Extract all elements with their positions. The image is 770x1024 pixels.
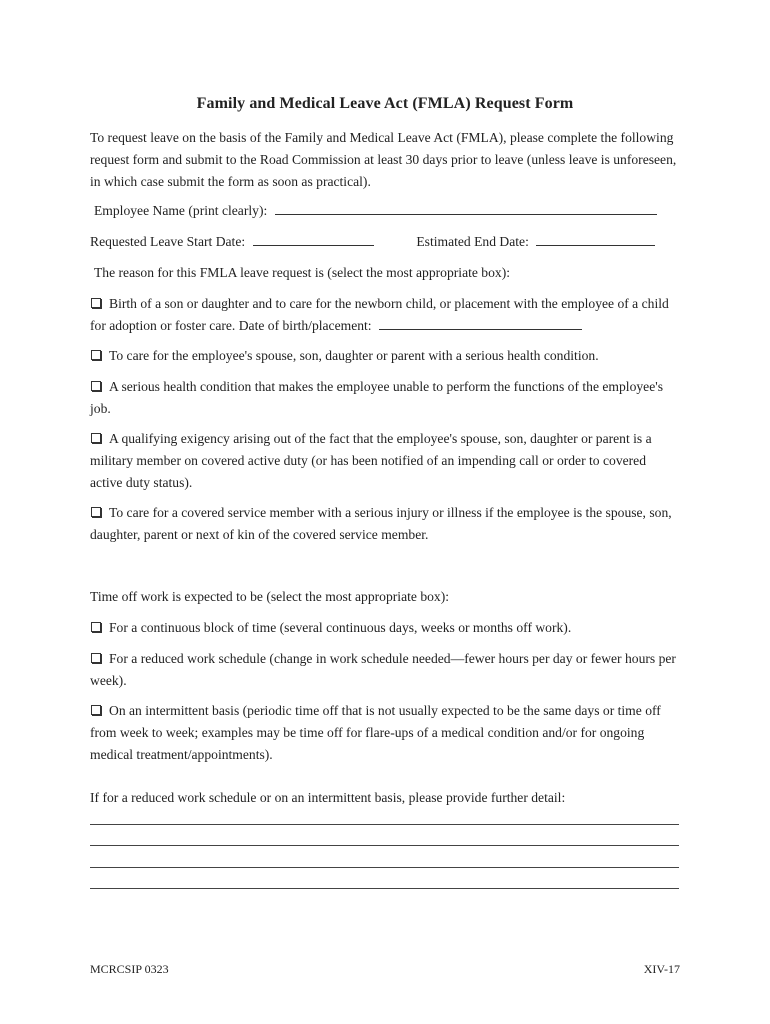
- time-off-prompt: Time off work is expected to be (select the most appropriate box):: [90, 589, 450, 604]
- time-off-reduced-checkbox[interactable]: [91, 653, 101, 663]
- intro-paragraph: To request leave on the basis of the Family and Medical Leave Act (FMLA), please complete the following request form and submit to the Road Commission at least 30 days prior to leave (unless leave is unforeseen, in which case submit the form as soon as practical).: [90, 130, 677, 189]
- reason-exigency-checkbox[interactable]: [91, 433, 101, 443]
- reason-exigency-item: [90, 428, 680, 494]
- time-off-continuous-text: For a continuous block of time (several continuous days, weeks or months off work).: [109, 620, 572, 635]
- end-date-label: Estimated End Date:: [416, 234, 529, 249]
- birth-date-field[interactable]: [379, 315, 582, 330]
- time-off-intermittent-checkbox[interactable]: [91, 705, 101, 715]
- time-off-intermittent-text: On an intermittent basis (periodic time off that is not usually expected to be the same days or time off from week to week; examples may be time off for flare-ups of a medical condition and/or for ongoing medical treatment/appointments).: [90, 703, 661, 762]
- form-page: [90, 0, 680, 1024]
- reason-family-care-checkbox[interactable]: [91, 350, 101, 360]
- time-off-continuous-item: [90, 617, 680, 639]
- time-off-reduced-item: [90, 648, 680, 692]
- detail-prompt: If for a reduced work schedule or on an intermittent basis, please provide further detail:: [90, 790, 566, 805]
- start-date-label: Requested Leave Start Date:: [90, 234, 246, 249]
- reason-service-member-text: To care for a covered service member with a serious injury or illness if the employee is the spouse, son, daughter, parent or next of kin of the covered service member.: [90, 505, 672, 542]
- reason-family-care-text: To care for the employee's spouse, son, daughter or parent with a serious health condition.: [109, 348, 599, 363]
- reason-prompt: The reason for this FMLA leave request is (select the most appropriate box):: [94, 265, 511, 280]
- detail-line-4[interactable]: [90, 888, 679, 889]
- reason-self-condition-text: A serious health condition that makes the employee unable to perform the functions of the employee's job.: [90, 379, 663, 416]
- time-off-reduced-text: For a reduced work schedule (change in work schedule needed—fewer hours per day or fewer hours per week).: [90, 651, 676, 688]
- detail-line-3[interactable]: [90, 867, 679, 868]
- reason-service-member-item: [90, 502, 680, 546]
- start-date-field[interactable]: [253, 231, 374, 246]
- reason-self-condition-checkbox[interactable]: [91, 381, 101, 391]
- reason-service-member-checkbox[interactable]: [91, 507, 101, 517]
- employee-name-row: [94, 200, 680, 222]
- footer-form-code: MCRCSIP 0323: [90, 962, 169, 976]
- reason-birth-item: [90, 293, 680, 337]
- end-date-field[interactable]: [536, 231, 655, 246]
- detail-line-2[interactable]: [90, 845, 679, 846]
- form-title: Family and Medical Leave Act (FMLA) Request Form: [196, 95, 574, 112]
- reason-family-care-item: [90, 345, 680, 367]
- employee-name-field[interactable]: [275, 200, 657, 215]
- reason-exigency-text: A qualifying exigency arising out of the fact that the employee's spouse, son, daughter or parent is a military member on covered active duty (or has been notified of an impending call or order to covered active duty status).: [90, 431, 652, 490]
- employee-name-label: Employee Name (print clearly):: [94, 203, 268, 218]
- reason-birth-checkbox[interactable]: [91, 298, 101, 308]
- detail-line-1[interactable]: [90, 824, 679, 825]
- time-off-continuous-checkbox[interactable]: [91, 622, 101, 632]
- leave-dates-row: [90, 231, 680, 253]
- footer-page-number: XIV-17: [643, 962, 680, 976]
- reason-birth-text: Birth of a son or daughter and to care for the newborn child, or placement with the employee of a child for adoption or foster care. Date of birth/placement:: [90, 296, 669, 333]
- time-off-intermittent-item: [90, 700, 680, 766]
- reason-self-condition-item: [90, 376, 680, 420]
